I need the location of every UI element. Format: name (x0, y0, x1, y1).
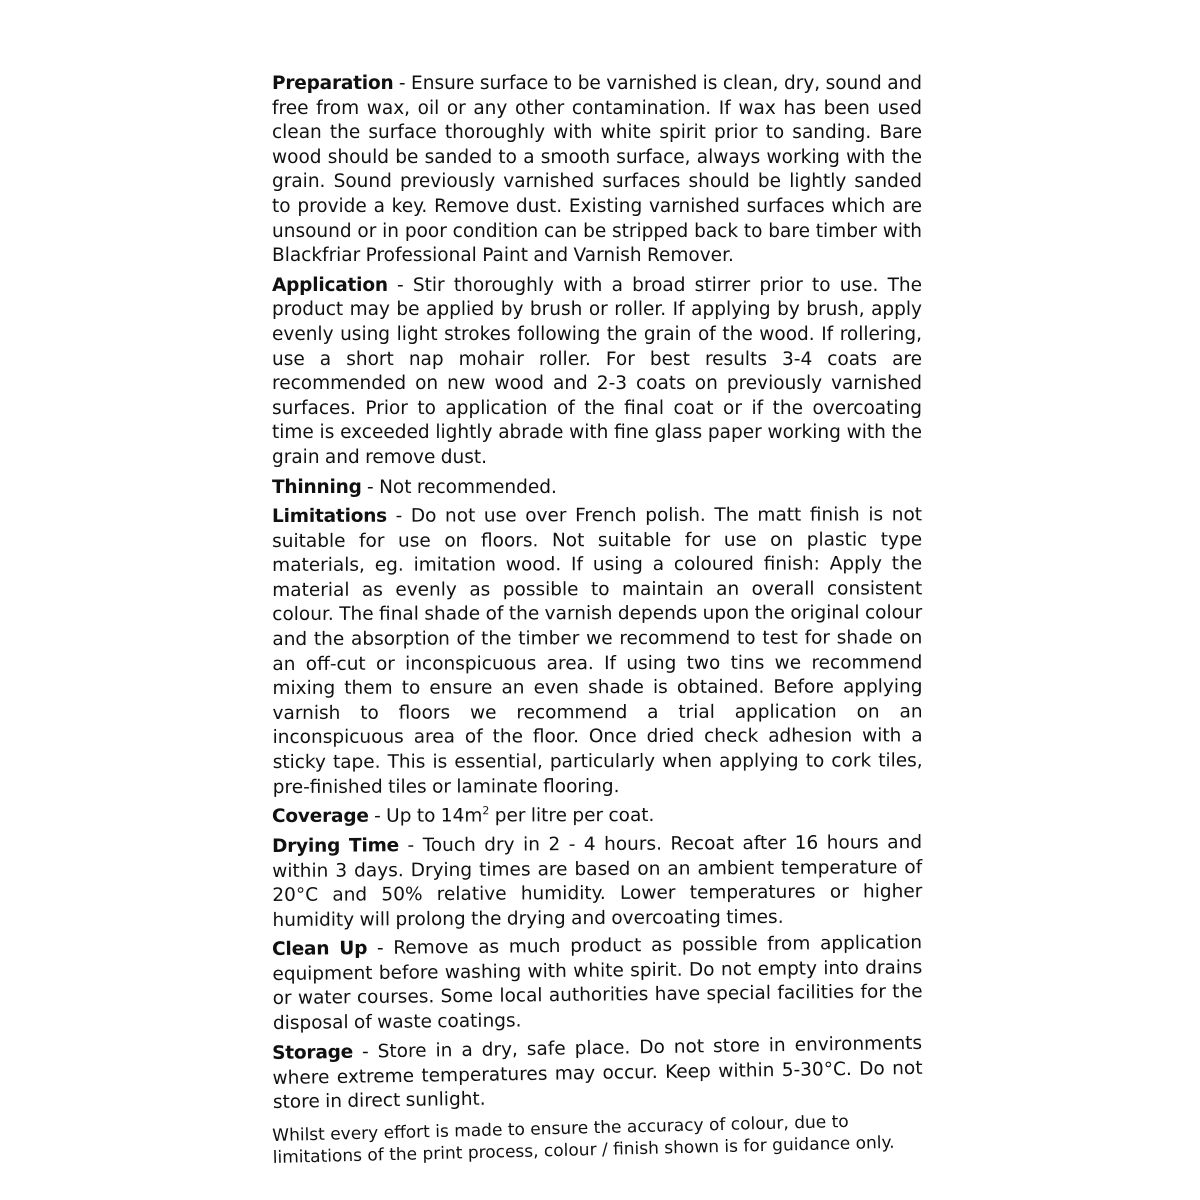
storage-section (272, 1031, 923, 1115)
heading-separator: - (386, 505, 411, 527)
thinning-section (272, 476, 922, 501)
section-body: Not recommended. (379, 476, 557, 498)
section-heading: Preparation (272, 73, 394, 94)
section-heading: Clean Up (272, 938, 368, 961)
section-body-post: per litre per coat. (489, 805, 655, 827)
section-body: Touch dry in 2 - 4 hours. Recoat after 16 hours and within 3 days. Drying times are based on an ambient temperature of 20°C and 50% relative humidity. Lower temperatures or higher humidity will prolong the drying and overcoating times. (272, 831, 923, 931)
section-heading: Storage (272, 1041, 354, 1064)
section-heading: Thinning (272, 476, 362, 498)
clean-up-section (272, 931, 923, 1036)
heading-separator: - (367, 937, 394, 960)
heading-separator: - (368, 805, 387, 827)
application-section (272, 274, 922, 471)
section-body: Do not use over French polish. The matt finish is not suitable for use on floors. Not suitable for use on plastic type materials, eg. imitation wood. If using a coloured finish: Apply the material as evenly as possible to maintain an overall consistent colour. The final shade of the varnish depends upon the original colour and the absorption of the timber we recommend to test for shade on an off-cut or inconspicuous area. If using two tins we recommend mixing them to ensure an even shade is obtained. Before applying varnish to floors we recommend a trial application on an inconspicuous area of the floor. Once dried check adhesion with a sticky tape. This is essential, particularly when applying to cork tiles, pre-finished tiles or laminate flooring. (272, 504, 923, 798)
heading-separator: - (393, 73, 412, 94)
section-body: Stir thoroughly with a broad stirrer prior to use. The product may be applied by brush or roller. If applying by brush, apply evenly using light strokes following the grain of the wood. If rollering, use a short nap mohair roller. For best results 3-4 coats are recommended on new wood and 2-3 coats on previously varnished surfaces. Prior to application of the final coat or if the overcoating time is exceeded lightly abrade with fine glass paper working with the grain and remove dust. (272, 274, 923, 468)
section-body: Store in a dry, safe place. Do not store in environments where extreme temperatures may occur. Keep within 5-30°C. Do not store in direct sunlight. (272, 1032, 923, 1113)
section-heading: Application (272, 274, 388, 296)
section-heading: Limitations (272, 505, 388, 528)
heading-separator: - (352, 1040, 378, 1063)
heading-separator: - (361, 476, 380, 498)
limitations-section (272, 503, 923, 800)
heading-separator: - (398, 834, 423, 857)
colour-disclaimer: Whilst every effort is made to ensure the accuracy of colour, due to limitations of the print process, colour / finish shown is for guidance only. (272, 1112, 895, 1169)
section-body-pre: Up to 14m (386, 805, 483, 827)
coverage-section (272, 804, 922, 830)
drying-time-section (272, 831, 923, 933)
section-body: Remove as much product as possible from application equipment before washing with white spirit. Do not empty into drains or water courses. Some local authorities have special facilities for the disposal of waste coatings. (272, 932, 923, 1034)
section-heading: Coverage (272, 805, 369, 828)
section-body: Ensure surface to be varnished is clean, dry, sound and free from wax, oil or any other contamination. If wax has been used clean the surface thoroughly with white spirit prior to sanding. Bare wood should be sanded to a smooth surface, always working with the grain. Sound previously varnished surfaces should be lightly sanded to provide a key. Remove dust. Existing varnished surfaces which are unsound or in poor condition can be stripped back to bare timber with Blackfriar Professional Paint and Varnish Remover. (272, 73, 923, 267)
section-heading: Drying Time (272, 835, 400, 857)
heading-separator: - (387, 274, 413, 296)
preparation-section (272, 72, 922, 269)
instructions-text-block (272, 72, 922, 1186)
superscript-two: 2 (482, 804, 490, 818)
